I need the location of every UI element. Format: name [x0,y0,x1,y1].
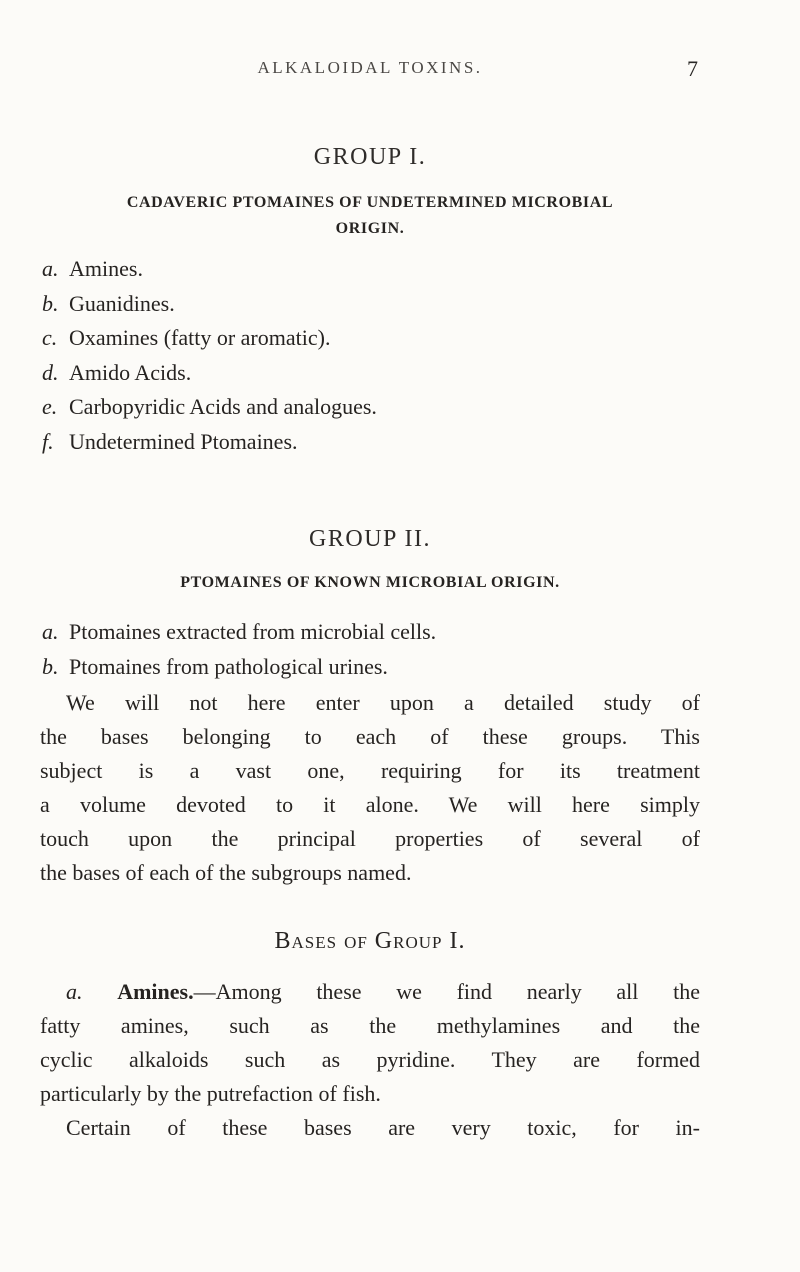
list-item [42,650,702,685]
list-item-text: Ptomaines extracted from microbial cells. [69,619,437,644]
list-item [42,425,702,460]
list-item-text: Oxamines (fatty or aromatic). [69,325,331,350]
section-heading: Bases of Group I. [274,928,466,954]
paragraph-line: the bases of each of the subgroups named. [40,860,412,885]
paragraph-line: a volume devoted to it alone. We will here simply [40,792,700,817]
paragraph-line: cyclic alkaloids such as pyridine. They are formed [40,1047,700,1072]
group-1-heading: GROUP I. [313,144,427,170]
paragraph-line: fatty amines, such as the methylamines and the [40,1013,700,1038]
group-2-heading: GROUP II. [309,526,431,552]
list-marker: c. [42,325,58,350]
list-marker: e. [42,394,58,419]
list-item [42,252,702,287]
list-item [42,356,702,391]
paragraph-line: touch upon the principal properties of several of [40,826,700,851]
list-item-text: Guanidines. [69,290,175,316]
list-marker: f. [42,428,54,454]
paragraph-line [40,975,700,1009]
running-head [40,58,700,86]
list-item-text: Amido Acids. [69,359,192,385]
paragraph-line [40,1111,700,1145]
list-item-text: Amines. [69,256,143,281]
group-1-list [42,252,702,459]
body-paragraph-1 [40,686,700,890]
list-item-text: Carbopyridic Acids and analogues. [69,394,377,419]
list-item [42,287,702,322]
paragraph-line [40,686,700,720]
list-item-text: Ptomaines from pathological urines. [69,653,388,679]
group-1-subheading-line-1: CADAVERIC PTOMAINES OF UNDETERMINED MICROBIAL [126,194,614,211]
group-1-subheading-line-2: ORIGIN. [335,220,405,237]
paragraph-line: the bases belonging to each of these groups. This [40,724,700,749]
list-marker: a. [42,619,59,644]
group-1-subheading [40,190,700,242]
paragraph-line-text: —Among these we find nearly all the [193,979,700,1004]
body-paragraph-3 [40,1111,700,1145]
paragraph-marker: a. [66,979,83,1004]
list-marker: b. [42,653,59,679]
list-marker: a. [42,256,59,281]
list-item [42,390,702,425]
list-item [42,615,702,650]
body-paragraph-2 [40,975,700,1111]
book-page [40,0,700,1272]
list-marker: d. [42,359,59,385]
paragraph-line-text: Certain of these bases are very toxic, for in- [66,1115,700,1140]
list-item [42,321,702,356]
group-2-subheading: PTOMAINES OF KNOWN MICROBIAL ORIGIN. [180,574,560,591]
paragraph-line: subject is a vast one, requiring for its treatment [40,758,700,783]
list-marker: b. [42,290,59,316]
paragraph-line-text: We will not here enter upon a detailed study of [66,690,700,715]
list-item-text: Undetermined Ptomaines. [69,428,298,454]
paragraph-line: particularly by the putrefaction of fish. [40,1081,381,1106]
page-number: 7 [687,56,698,81]
run-in-heading: Amines. [117,979,194,1004]
group-2-list [42,615,702,684]
running-title: ALKALOIDAL TOXINS. [257,58,483,77]
